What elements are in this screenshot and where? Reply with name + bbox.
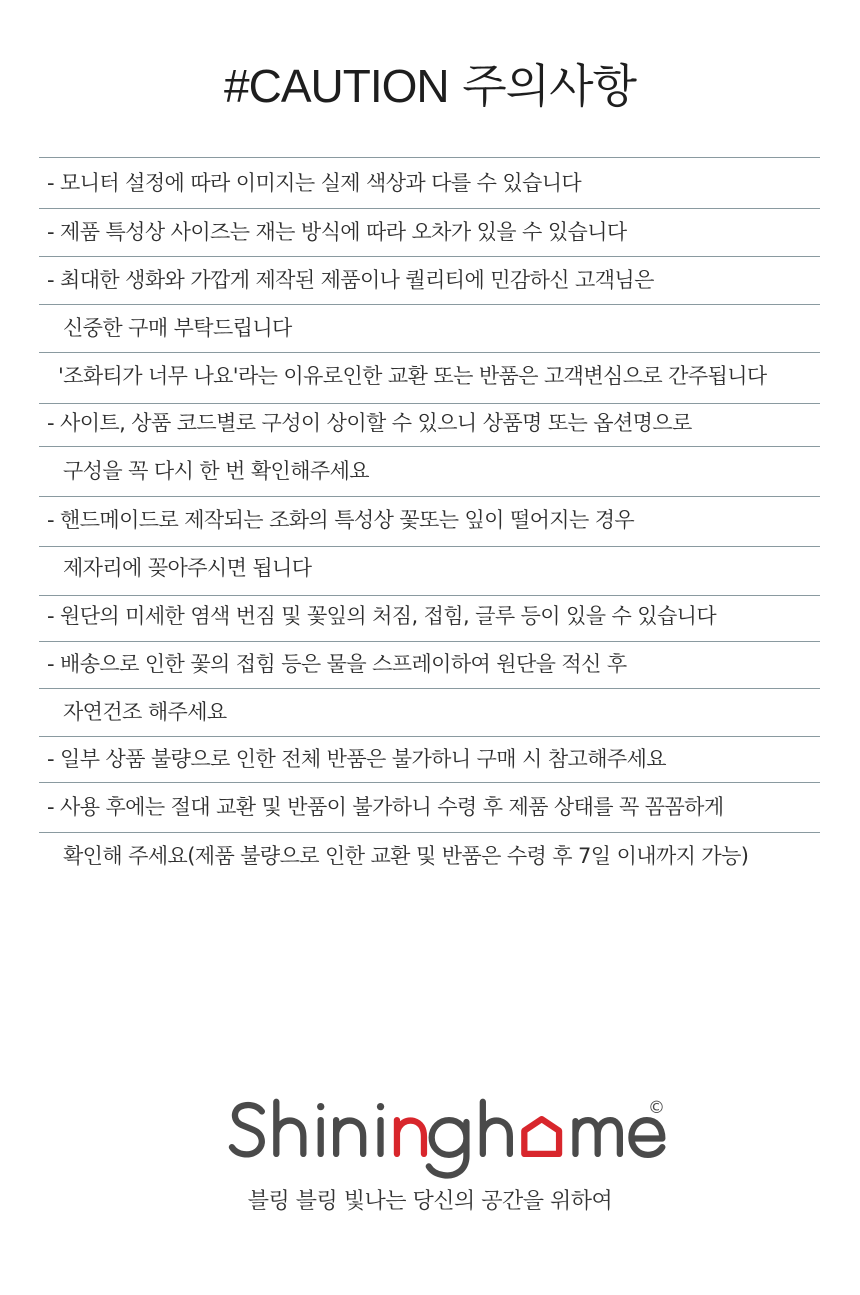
note-line: 확인해 주세요(제품 불량으로 인한 교환 및 반품은 수령 후 7일 이내까지 가능) — [63, 844, 749, 868]
note-line: 제자리에 꽂아주시면 됩니다 — [63, 556, 312, 580]
logo-letter-n — [336, 1120, 363, 1154]
brand-logo — [228, 1090, 668, 1180]
divider — [39, 304, 820, 305]
divider — [39, 688, 820, 689]
divider — [39, 352, 820, 353]
logo-letter-s — [232, 1105, 262, 1154]
note-line: - 일부 상품 불량으로 인한 전체 반품은 불가하니 구매 시 참고해주세요 — [47, 747, 666, 771]
note-line: - 사이트, 상품 코드별로 구성이 상이할 수 있으니 상품명 또는 옵션명으로 — [47, 411, 692, 435]
note-line: 신중한 구매 부탁드립니다 — [63, 316, 292, 340]
title-korean: 주의사항 — [462, 59, 636, 113]
copyright-mark: © — [648, 1098, 665, 1118]
note-line: 구성을 꼭 다시 한 번 확인해주세요 — [63, 459, 369, 483]
title-english: #CAUTION — [224, 60, 449, 112]
logo-letter-m — [575, 1120, 619, 1154]
logo-letter-e — [631, 1120, 662, 1155]
logo-dot — [317, 1103, 324, 1110]
divider — [39, 595, 820, 596]
divider — [39, 546, 820, 547]
divider — [39, 403, 820, 404]
note-line: - 모니터 설정에 따라 이미지는 실제 색상과 다를 수 있습니다 — [47, 171, 582, 195]
note-line: - 최대한 생화와 가깝게 제작된 제품이나 퀄리티에 민감하신 고객님은 — [47, 268, 654, 292]
page-title — [0, 58, 860, 114]
divider — [39, 736, 820, 737]
note-line: '조화티가 너무 나요'라는 이유로인한 교환 또는 반품은 고객변심으로 간주됩니다 — [58, 364, 767, 388]
note-line: - 핸드메이드로 제작되는 조화의 특성상 꽃또는 잎이 떨어지는 경우 — [47, 508, 635, 532]
divider — [39, 446, 820, 447]
divider — [39, 496, 820, 497]
brand-tagline: 블링 블링 빛나는 당신의 공간을 위하여 — [247, 1189, 613, 1214]
divider — [39, 208, 820, 209]
divider — [39, 782, 820, 783]
logo-letter-h — [276, 1102, 303, 1154]
note-line: - 원단의 미세한 염색 번짐 및 꽃잎의 처짐, 접힘, 글루 등이 있을 수 있습니다 — [47, 604, 716, 628]
divider — [39, 157, 820, 158]
logo-letter-h — [483, 1102, 510, 1154]
note-line: - 사용 후에는 절대 교환 및 반품이 불가하니 수령 후 제품 상태를 꼭 꼼꼼하게 — [47, 795, 724, 819]
divider — [39, 256, 820, 257]
logo-letter-n-accent — [397, 1120, 424, 1154]
note-line: - 제품 특성상 사이즈는 재는 방식에 따라 오차가 있을 수 있습니다 — [47, 220, 627, 244]
divider — [39, 832, 820, 833]
logo-dot — [377, 1103, 384, 1110]
logo-letter-g — [429, 1120, 467, 1175]
divider — [39, 641, 820, 642]
note-line: - 배송으로 인한 꽃의 접힘 등은 물을 스프레이하여 원단을 적신 후 — [47, 652, 627, 676]
logo-house-o — [524, 1119, 559, 1154]
note-line: 자연건조 해주세요 — [63, 700, 227, 724]
